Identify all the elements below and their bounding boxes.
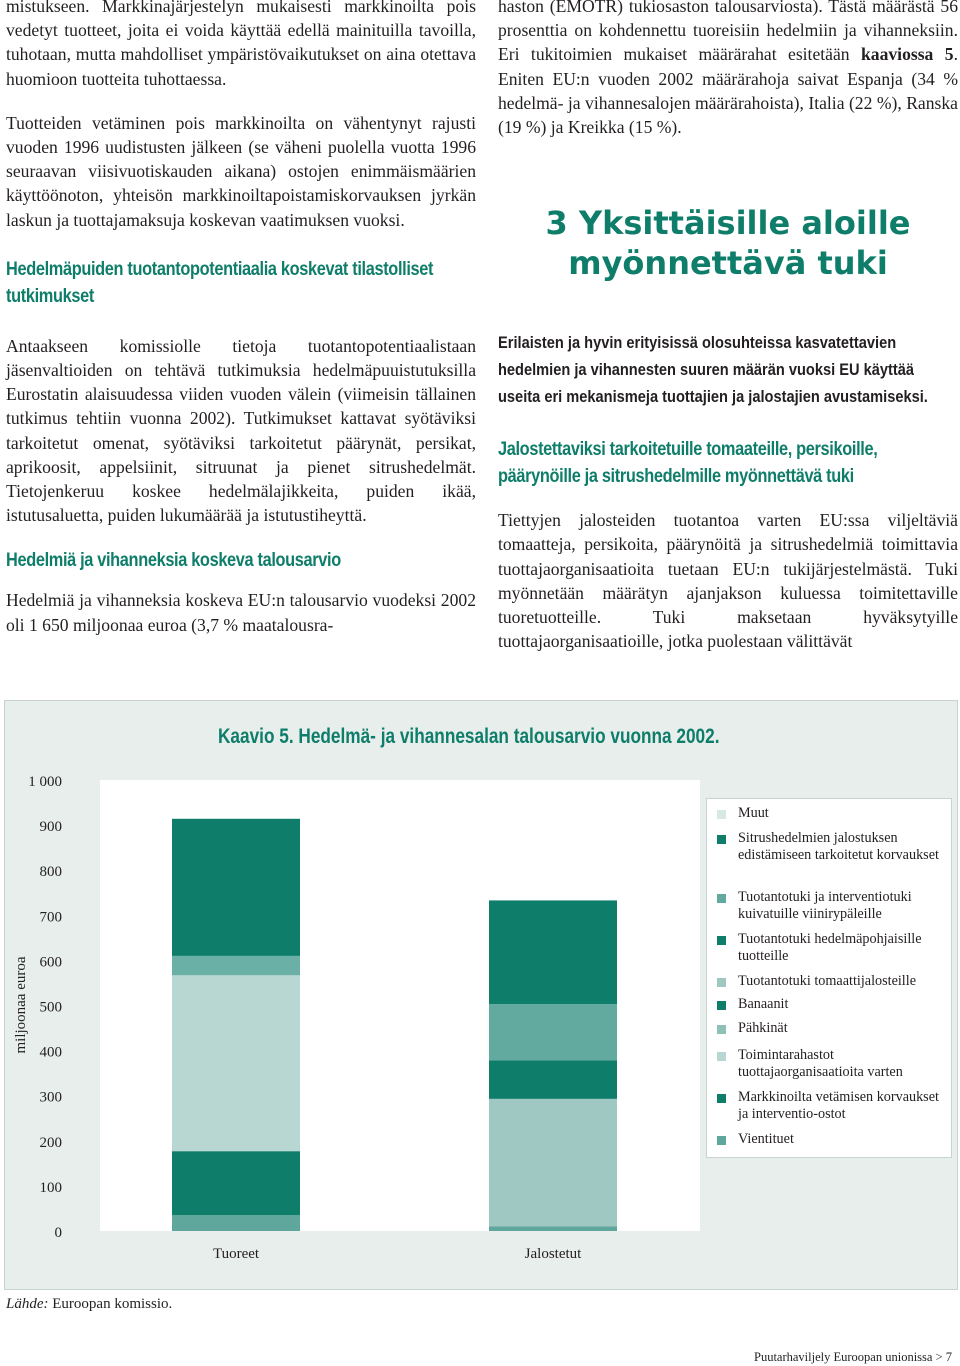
paragraph-intro: mistukseen. Markkinajärjestelyn mukaisesti markkinoilta pois vedetyt tuotteet, joita ei voida käyttää edellä mainituilla tavoilla, tuhotaan, mutta mahdolliset ympäristövaikutukset on aina otettava huomioon tuotteita tuhottaessa. bbox=[6, 0, 476, 89]
y-tick-label: 200 bbox=[39, 1134, 62, 1151]
legend-item bbox=[717, 1020, 945, 1037]
section-title-line2: myönnettävä tuki bbox=[568, 244, 888, 283]
y-tick-label: 400 bbox=[39, 1044, 62, 1061]
legend-swatch bbox=[717, 1136, 726, 1145]
legend-label: Muut bbox=[738, 805, 769, 821]
legend-label: Markkinoilta vetämisen korvaukset ja interventio-ostot bbox=[738, 1089, 939, 1122]
chart-title: Kaavio 5. Hedelmä- ja vihannesalan talousarvio vuonna 2002. bbox=[218, 725, 720, 748]
bar-segment bbox=[172, 1215, 300, 1231]
legend-label: Sitrushedelmien jalostuksen edistämiseen tarkoitetut korvaukset bbox=[738, 830, 939, 863]
bar-segment bbox=[172, 956, 300, 975]
source-text: Euroopan komissio. bbox=[48, 1296, 173, 1312]
legend-label: Pähkinät bbox=[738, 1020, 788, 1036]
paragraph-withdrawals: Tuotteiden vetäminen pois markkinoilta on vähentynyt rajusti vuoden 1996 uudistusten jälkeen (se väheni puolella vuotta 1996 seuraavan viisivuotiskauden aikana) ostojen enimmäismäärien käyttöönoton, yhteisön markkinoiltapoistamiskorvauksen jyrkän laskun ja tuottajamaksuja koskevan vaatimuksen vuoksi. bbox=[6, 112, 476, 230]
x-category-label: Jalostetut bbox=[524, 1246, 582, 1262]
section-title-line1: 3 Yksittäisille aloille bbox=[545, 204, 911, 243]
legend-item bbox=[717, 805, 945, 822]
legend-swatch bbox=[717, 1052, 726, 1061]
legend-label: Banaanit bbox=[738, 996, 789, 1012]
bar-segment bbox=[489, 1061, 617, 1099]
y-tick-label: 300 bbox=[39, 1089, 62, 1106]
legend-item bbox=[717, 973, 945, 990]
y-tick-label: 900 bbox=[39, 819, 62, 836]
y-tick-label: 600 bbox=[39, 954, 62, 971]
heading-statistical-surveys: Hedelmäpuiden tuotantopotentiaalia koskevat tilastolliset tutkimukset bbox=[6, 258, 434, 307]
legend-item bbox=[717, 931, 945, 965]
legend-item bbox=[717, 1047, 945, 1081]
bar-segment bbox=[172, 975, 300, 1151]
legend-label: Tuotantotuki ja interventiotuki kuivatuille viinirypäleille bbox=[738, 889, 912, 922]
bar-segment bbox=[172, 819, 300, 956]
bar-segment bbox=[489, 1226, 617, 1231]
heading-budget: Hedelmiä ja vihanneksia koskeva talousarvio bbox=[6, 550, 341, 572]
budget-text-start: haston (EMOTR) tukiosaston talousarviosta). Tästä määrästä 56 prosenttia on kohdennettu tuoreisiin hedelmiin ja vihanneksiin. Eri tukitoimien mukaiset määrärahat esitetään bbox=[498, 0, 958, 65]
legend-item bbox=[717, 830, 945, 864]
legend-swatch bbox=[717, 810, 726, 819]
bar-segment bbox=[489, 1004, 617, 1060]
y-tick-label: 800 bbox=[39, 864, 62, 881]
chart-legend bbox=[706, 798, 952, 1158]
heading-processing-aid: Jalostettaviksi tarkoitetuille tomaateille, persikoille, päärynöille ja sitrushedelmille myönnettävä tuki bbox=[498, 439, 878, 488]
legend-item bbox=[717, 889, 945, 923]
legend-swatch bbox=[717, 835, 726, 844]
paragraph-surveys: Antaakseen komissiolle tietoja tuotantopotentiaalistaan jäsenvaltioiden on tehtävä tutkimuksia hedelmäpuuistutuksilla Eurostatin alaisuudessa viiden vuoden välein (viimeisin tällainen tutkimus tehtiin vuonna 2002). Tutkimukset kattavat syötäviksi tarkoitetut omenat, syötäviksi tarkoitetut päärynät, persikat, aprikoosit, appelsiinit, sitruunat ja pienet sitrushedelmät. Tietojenkeruu koskee hedelmälajikkeita, puiden ikää, istutusaluetta, puiden lukumäärää ja istutustiheyttä. bbox=[6, 335, 476, 526]
bar-segment bbox=[172, 1151, 300, 1215]
legend-swatch bbox=[717, 894, 726, 903]
legend-swatch bbox=[717, 1094, 726, 1103]
legend-label: Tuotantotuki hedelmäpohjaisille tuotteille bbox=[738, 931, 922, 964]
y-tick-label: 100 bbox=[39, 1179, 62, 1196]
bar-segment bbox=[489, 900, 617, 1004]
source-prefix: Lähde: bbox=[6, 1296, 49, 1312]
legend-swatch bbox=[717, 978, 726, 987]
y-tick-label: 1 000 bbox=[28, 774, 62, 790]
paragraph-processing-aid: Tiettyjen jalosteiden tuotantoa varten EU:ssa viljeltäviä tomaatteja, persikoita, päärynöitä ja sitrushedelmiä toimittavia tuottajaorganisaatioita tuetaan EU:n tukijärjestelmästä. Tuki myönnetään määrätyn ajanjakson kuluessa toimitettaville tuoretuotteille. Tuki maksetaan hyväksytyille tuottajaorganisaatioille, jotka puolestaan välittävät bbox=[498, 510, 958, 652]
x-category-label: Tuoreet bbox=[212, 1246, 260, 1262]
y-tick-label: 0 bbox=[54, 1225, 62, 1241]
legend-label: Tuotantotuki tomaattijalosteille bbox=[738, 973, 916, 989]
legend-swatch bbox=[717, 1001, 726, 1010]
paragraph-budget: Hedelmiä ja vihanneksia koskeva EU:n talousarvio vuodeksi 2002 oli 1 650 miljoonaa euroa (3,7 % maatalousra- bbox=[6, 590, 476, 635]
lead-paragraph: Erilaisten ja hyvin erityisissä olosuhteissa kasvatettavien hedelmien ja vihannesten suuren määrän vuoksi EU käyttää useita eri mekanismeja tuottajien ja jalostajien avustamiseksi. bbox=[498, 333, 928, 407]
y-axis-label: miljoonaa euroa bbox=[13, 956, 29, 1054]
legend-item bbox=[717, 996, 945, 1013]
page-footer: Puutarhaviljely Euroopan unionissa > 7 bbox=[754, 1350, 952, 1364]
chart-reference: kaaviossa 5 bbox=[861, 44, 954, 65]
figure-source bbox=[6, 1296, 172, 1313]
y-tick-label: 500 bbox=[39, 999, 62, 1016]
legend-label: Vientituet bbox=[738, 1131, 794, 1147]
legend-swatch bbox=[717, 1025, 726, 1034]
budget-text-end: . Eniten EU:n vuoden 2002 määrärahoja saivat Espanja (34 % hedelmä- ja vihannesalojen määrärahoista), Italia (22 %), Ranska (19 %) ja Kreikka (15 %). bbox=[498, 44, 958, 138]
bar-segment bbox=[489, 1099, 617, 1227]
legend-item bbox=[717, 1089, 945, 1123]
y-tick-label: 700 bbox=[39, 909, 62, 926]
legend-label: Toimintarahastot tuottajaorganisaatioita varten bbox=[738, 1047, 903, 1080]
legend-swatch bbox=[717, 936, 726, 945]
legend-item bbox=[717, 1131, 945, 1148]
